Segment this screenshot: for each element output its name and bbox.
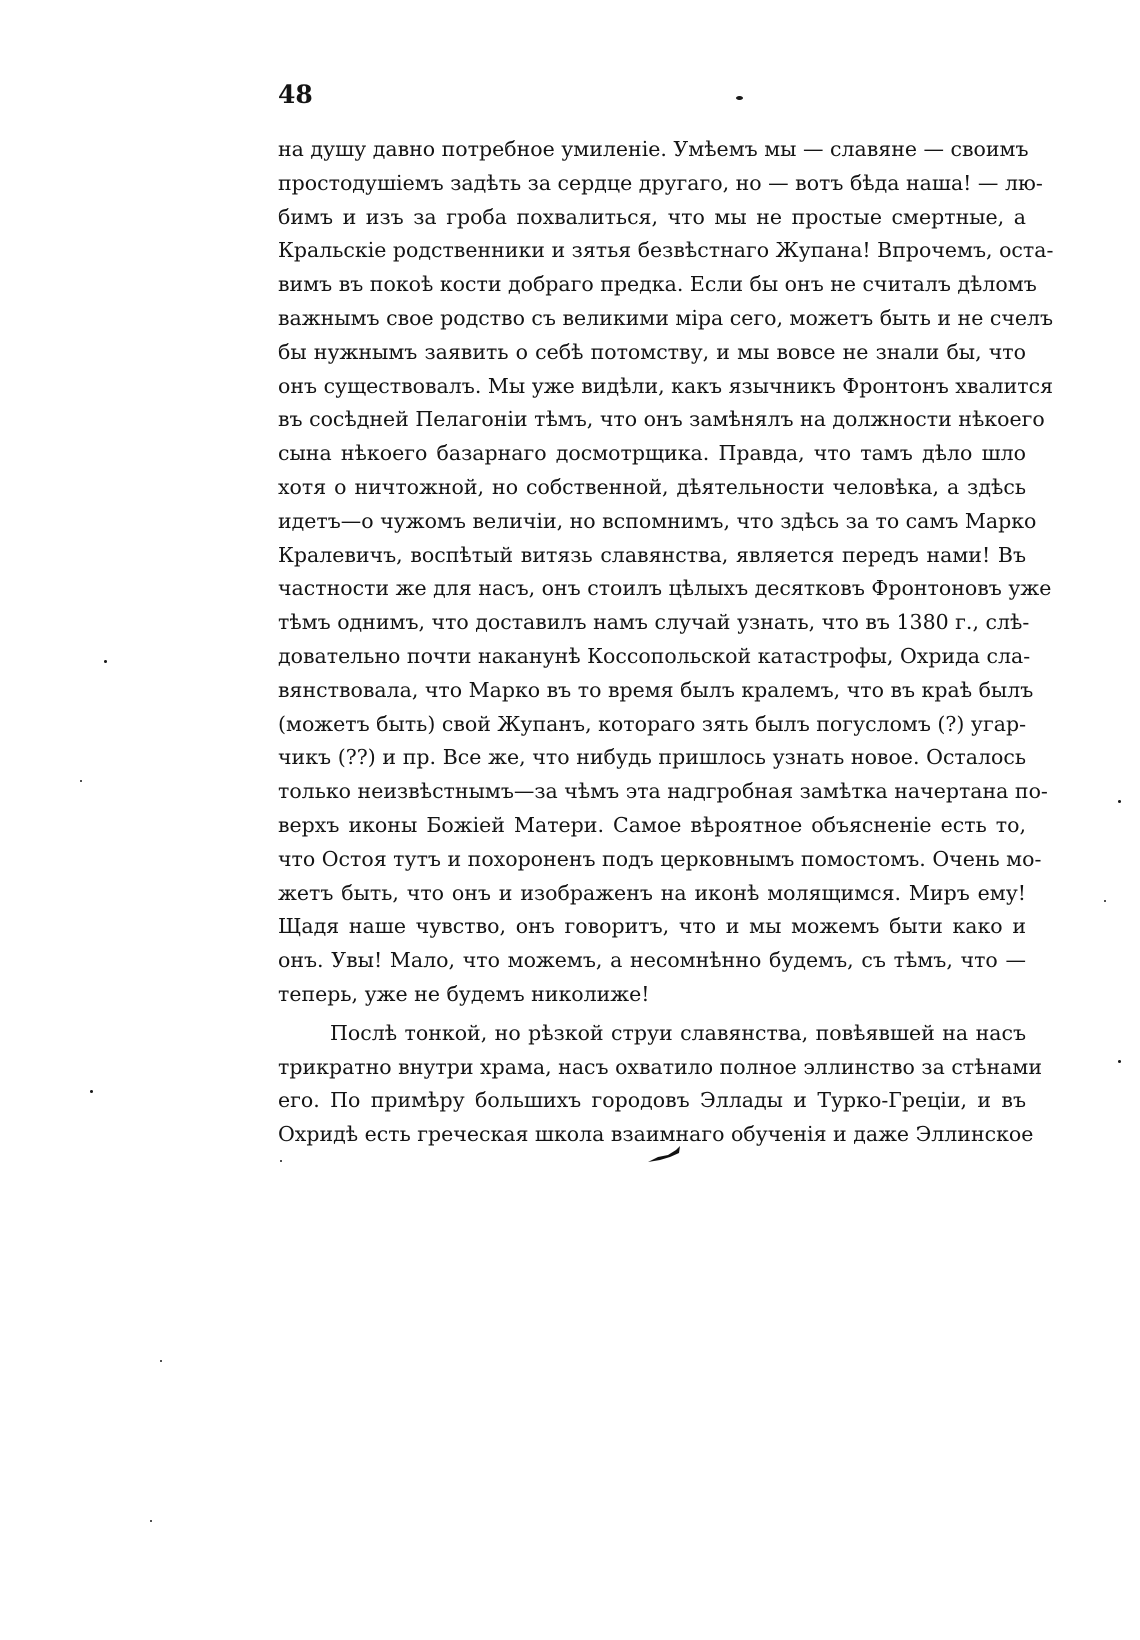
text-line: жетъ быть, что онъ и изображенъ на иконѣ молящимся. Миръ ему! — [278, 880, 1026, 905]
page-number: 48 — [278, 80, 313, 109]
text-line: вянствовала, что Марко въ то время былъ кралемъ, что въ краѣ былъ — [278, 677, 1034, 702]
text-line: сына нѣкоего базарнаго досмотрщика. Правда, что тамъ дѣло шло — [278, 441, 1026, 466]
text-line: Кральскіе родственники и зятья безвѣстнаго Жупана! Впрочемъ, оста- — [278, 238, 1054, 263]
scan-speck — [160, 1360, 162, 1362]
text-line: вимъ въ покоѣ кости добраго предка. Если бы онъ не считалъ дѣломъ — [278, 272, 1037, 297]
text-line: бимъ и изъ за гроба похвалиться, что мы не простые смертные, а — [278, 204, 1026, 229]
ornament-icon — [646, 1142, 686, 1166]
paragraph — [278, 1017, 1042, 1152]
text-line: въ сосѣдней Пелагоніи тѣмъ, что онъ замѣнялъ на должности нѣкоего — [278, 407, 1045, 432]
text-line: что Остоя тутъ и похороненъ подъ церковнымъ помостомъ. Очень мо- — [278, 846, 1042, 871]
text-line: Послѣ тонкой, но рѣзкой струи славянства, повѣявшей на насъ — [330, 1020, 1026, 1045]
scan-speck — [150, 1520, 152, 1522]
text-line: его. По примѣру большихъ городовъ Эллады и Турко-Греціи, и въ — [278, 1088, 1026, 1113]
text-line: верхъ иконы Божіей Матери. Самое вѣроятное объясненіе есть то, — [278, 812, 1026, 837]
scan-speck — [280, 1160, 282, 1162]
scan-speck — [1118, 1060, 1121, 1063]
text-line: Охридѣ есть греческая школа взаимнаго обученія и даже Эллинское — [278, 1122, 1034, 1147]
text-line: трикратно внутри храма, насъ охватило полное эллинство за стѣнами — [278, 1054, 1042, 1079]
text-line: тѣмъ однимъ, что доставилъ намъ случай узнать, что въ 1380 г., слѣ- — [278, 610, 1030, 635]
text-line: идетъ—о чужомъ величіи, но вспомнимъ, что здѣсь за то самъ Марко — [278, 508, 1037, 533]
text-line: теперь, уже не будемъ николиже! — [278, 981, 650, 1006]
text-line: бы нужнымъ заявить о себѣ потомству, и мы вовсе не знали бы, что — [278, 339, 1026, 364]
text-line: простодушіемъ задѣть за сердце другаго, но — вотъ бѣда наша! — лю- — [278, 170, 1043, 195]
text-line: на душу давно потребное умиленіе. Умѣемъ мы — славяне — своимъ — [278, 137, 1029, 161]
scan-speck — [1118, 800, 1121, 803]
text-line: довательно почти наканунѣ Коссопольской катастрофы, Охрида сла- — [278, 643, 1031, 668]
text-line: чикъ (??) и пр. Все же, что нибудь пришлось узнать новое. Осталось — [278, 745, 1026, 770]
text-line: (можетъ быть) свой Жупанъ, котораго зять былъ погусломъ (?) угар- — [278, 711, 1026, 736]
scan-speck — [104, 660, 107, 663]
text-line: Кралевичъ, воспѣтый витязь славянства, является передъ нами! Въ — [278, 542, 1026, 567]
paragraph — [278, 133, 1054, 1012]
text-line: Щадя наше чувство, онъ говоритъ, что и мы можемъ быти како и — [278, 914, 1026, 939]
text-line: онъ существовалъ. Мы уже видѣли, какъ язычникъ Фронтонъ хвалится — [278, 373, 1054, 398]
text-line: частности же для насъ, онъ стоилъ цѣлыхъ десятковъ Фронтоновъ уже — [278, 576, 1052, 601]
text-line: важнымъ свое родство съ великими міра сего, можетъ быть и не счелъ — [278, 305, 1054, 330]
scan-speck — [90, 1090, 93, 1093]
body-text — [278, 133, 1054, 1152]
scan-speck — [736, 96, 743, 100]
text-line: хотя о ничтожной, но собственной, дѣятельности человѣка, а здѣсь — [278, 474, 1026, 499]
text-line: онъ. Увы! Мало, что можемъ, а несомнѣнно будемъ, съ тѣмъ, что — — [278, 948, 1026, 973]
scan-speck — [1104, 900, 1106, 902]
text-line: только неизвѣстнымъ—за чѣмъ эта надгробная замѣтка начертана по- — [278, 779, 1048, 804]
scan-speck — [80, 780, 82, 782]
